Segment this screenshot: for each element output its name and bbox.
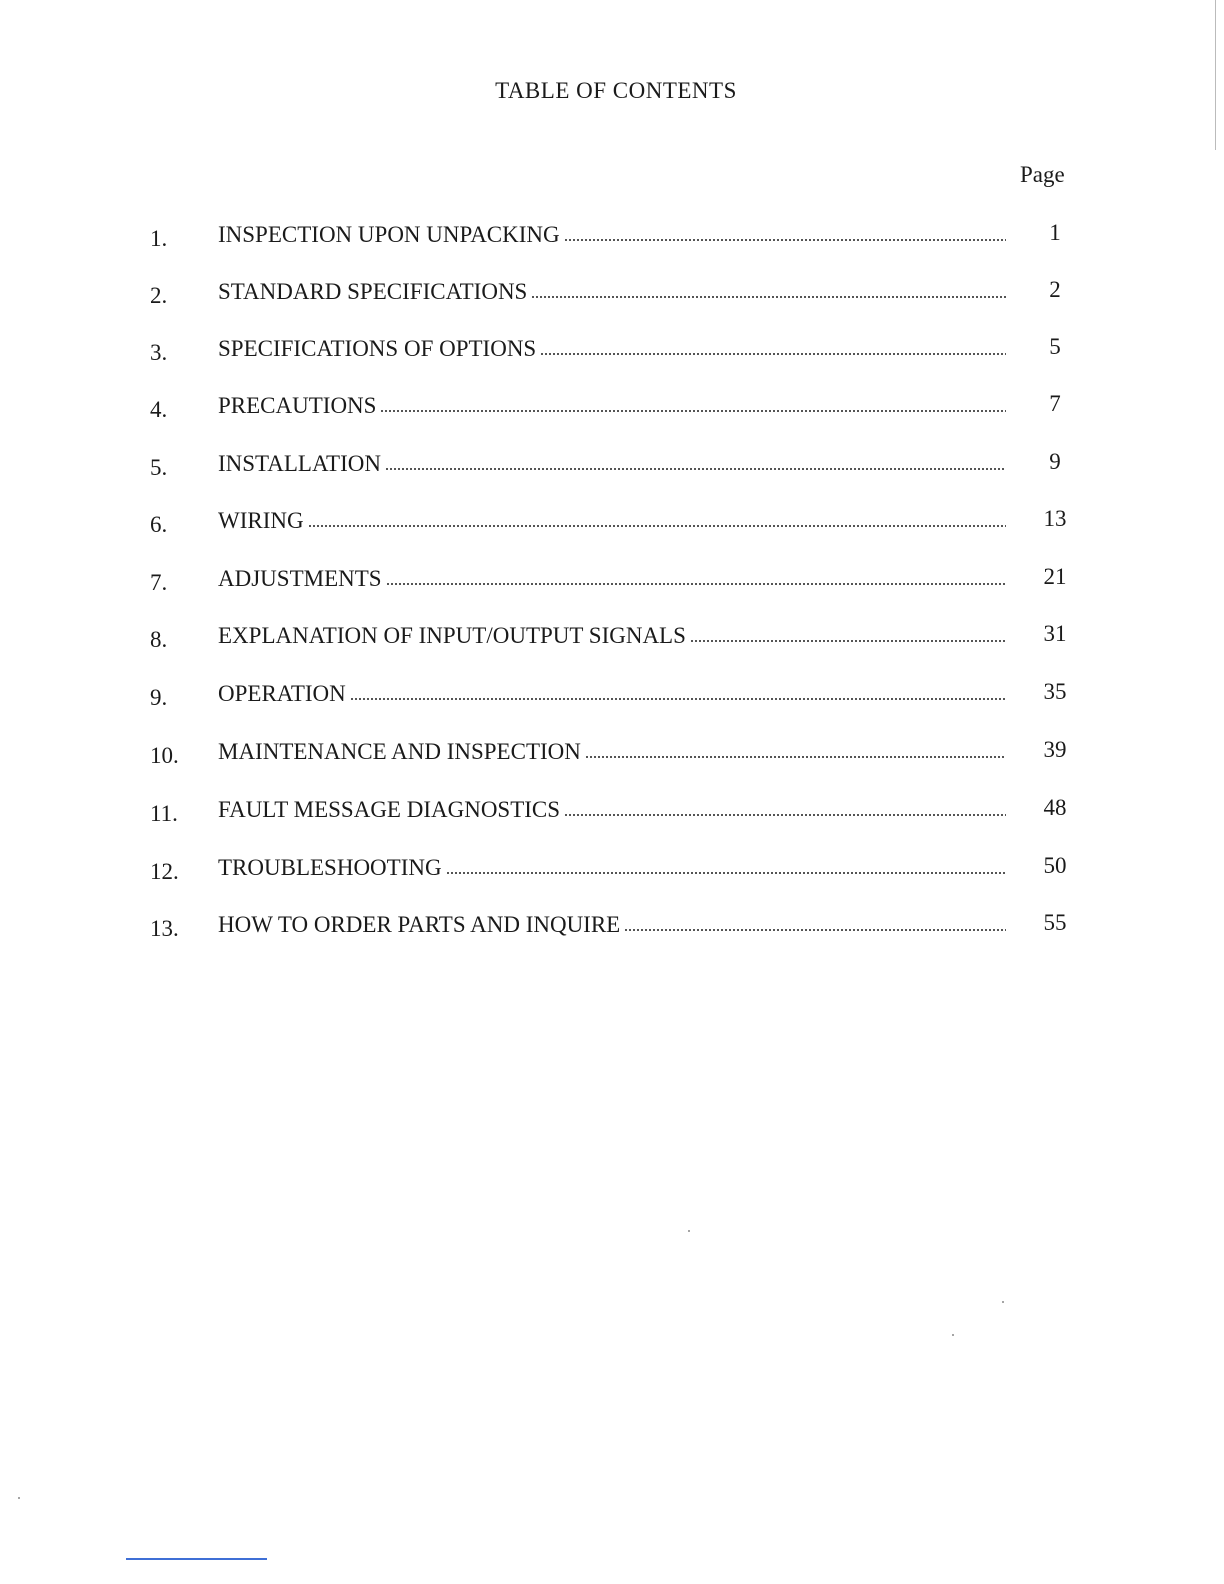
dot-leader: [446, 871, 1006, 875]
toc-page-number: 31: [1043, 621, 1067, 646]
toc-entry: [218, 855, 1006, 881]
toc-label: HOW TO ORDER PARTS AND INQUIRE: [218, 912, 621, 937]
toc-row[interactable]: [0, 504, 1224, 544]
dot-leader: [540, 352, 1006, 356]
toc-row[interactable]: [0, 851, 1224, 891]
scan-speck: [1002, 1301, 1004, 1303]
toc-entry: [218, 681, 1006, 707]
toc-row[interactable]: [0, 619, 1224, 659]
toc-number: 2.: [150, 283, 168, 308]
toc-label: OPERATION: [218, 681, 346, 706]
scan-speck: [18, 1497, 20, 1499]
toc-entry: [218, 797, 1006, 823]
toc-entry: [218, 451, 1006, 477]
toc-page-number: 35: [1043, 679, 1067, 704]
toc-page-number: 21: [1043, 564, 1067, 589]
toc-row[interactable]: [0, 275, 1224, 315]
toc-label: FAULT MESSAGE DIAGNOSTICS: [218, 797, 561, 822]
page-column-header: Page: [1020, 162, 1065, 187]
toc-label: INSTALLATION: [218, 451, 381, 476]
toc-number: 5.: [150, 455, 168, 480]
toc-number: 11.: [150, 801, 178, 826]
toc-entry: [218, 912, 1006, 938]
toc-page-number: 2: [1049, 277, 1061, 302]
dot-leader: [564, 813, 1006, 817]
toc-number: 8.: [150, 627, 168, 652]
toc-label: WIRING: [218, 508, 304, 533]
toc-label: PRECAUTIONS: [218, 393, 377, 418]
toc-number: 9.: [150, 685, 168, 710]
toc-row[interactable]: [0, 332, 1224, 372]
dot-leader: [350, 697, 1006, 701]
toc-number: 12.: [150, 859, 179, 884]
toc-label: ADJUSTMENTS: [218, 566, 382, 591]
toc-number: 10.: [150, 743, 179, 768]
toc-page-number: 50: [1043, 853, 1067, 878]
toc-number: 3.: [150, 340, 168, 365]
toc-page-number: 13: [1043, 506, 1067, 531]
toc-entry: [218, 508, 1006, 534]
toc-page-number: 1: [1049, 220, 1061, 245]
toc-row[interactable]: [0, 793, 1224, 833]
toc-row[interactable]: [0, 677, 1224, 717]
toc-entry: [218, 279, 1006, 305]
scan-speck: [952, 1334, 954, 1336]
toc-entry: [218, 566, 1006, 592]
toc-row[interactable]: [0, 218, 1224, 258]
dot-leader: [564, 238, 1006, 242]
toc-page-number: 7: [1049, 391, 1061, 416]
scan-margin-line: [1215, 0, 1216, 150]
toc-number: 6.: [150, 512, 168, 537]
toc-page-number: 9: [1049, 449, 1061, 474]
dot-leader: [380, 409, 1006, 413]
toc-label: EXPLANATION OF INPUT/OUTPUT SIGNALS: [218, 623, 686, 648]
toc-number: 13.: [150, 916, 179, 941]
toc-row[interactable]: [0, 389, 1224, 429]
toc-entry: [218, 222, 1006, 248]
dot-leader: [308, 524, 1006, 528]
toc-label: MAINTENANCE AND INSPECTION: [218, 739, 581, 764]
toc-number: 1.: [150, 226, 168, 251]
dot-leader: [624, 928, 1006, 932]
toc-entry: [218, 739, 1006, 765]
toc-page-number: 5: [1049, 334, 1061, 359]
toc-number: 4.: [150, 397, 168, 422]
toc-label: TROUBLESHOOTING: [218, 855, 442, 880]
dot-leader: [386, 582, 1006, 586]
toc-page-number: 48: [1043, 795, 1067, 820]
toc-label: STANDARD SPECIFICATIONS: [218, 279, 528, 304]
page-title: TABLE OF CONTENTS: [495, 78, 737, 103]
toc-row[interactable]: [0, 735, 1224, 775]
toc-page-number: 39: [1043, 737, 1067, 762]
toc-label: SPECIFICATIONS OF OPTIONS: [218, 336, 537, 361]
toc-number: 7.: [150, 570, 168, 595]
dot-leader: [385, 467, 1006, 471]
dot-leader: [585, 755, 1006, 759]
toc-row[interactable]: [0, 562, 1224, 602]
scan-blue-line: [126, 1558, 267, 1560]
toc-row[interactable]: [0, 447, 1224, 487]
toc-entry: [218, 393, 1006, 419]
dot-leader: [531, 295, 1006, 299]
toc-entry: [218, 336, 1006, 362]
toc-entry: [218, 623, 1006, 649]
toc-label: INSPECTION UPON UNPACKING: [218, 222, 560, 247]
dot-leader: [690, 639, 1006, 643]
toc-row[interactable]: [0, 908, 1224, 948]
toc-page-number: 55: [1043, 910, 1067, 935]
scan-speck: [688, 1230, 690, 1232]
